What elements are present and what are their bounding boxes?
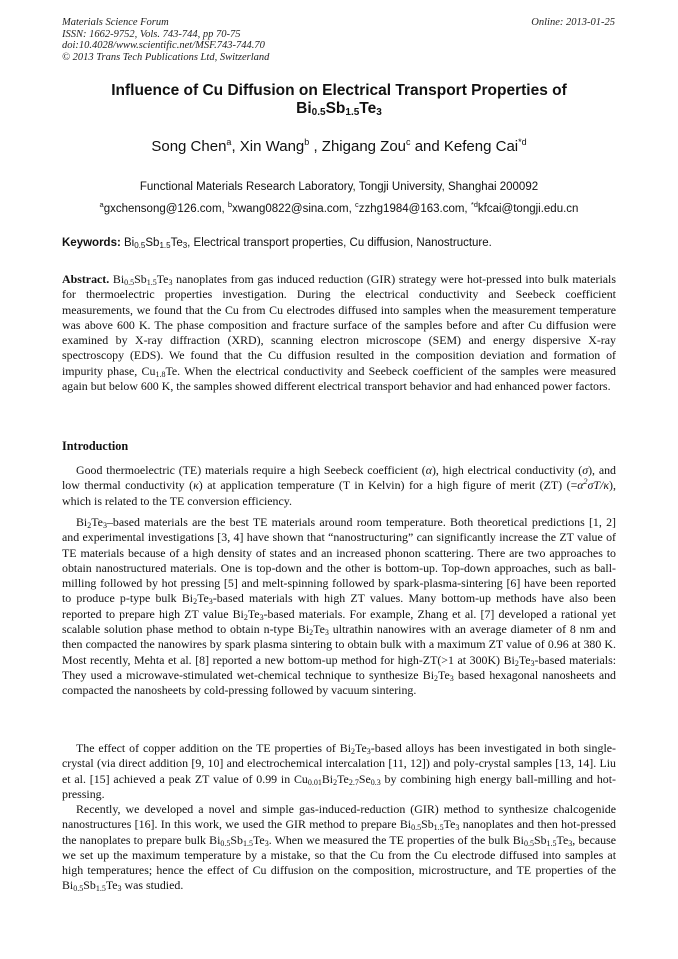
intro-paragraph-2: $Bi_2Te_3$–based materials are the best TE materials around room temperature. Both theoretical predictions [1, 2] and experimental investigations [3, 4] have shown that “nanostructuring” can significantly increase the ZT value of TE materials because of a high density of states and an increased phonon scattering. There are two approaches to obtain nanostructured materials. One is top-down and the other is bottom-up. Top-down approaches, such as ball-milling followed by hot pressing [5] and melt-spinning followed by spark-plasma-sintering [6] have been reported to produce p-type bulk $Bi_2Te_3$-based materials with high ZT values. Many bottom-up methods have also been reported to prepare high ZT value $Bi_2Te_3$-based materials. For example, Zhang et al. [7] developed a rational yet scalable solution phase method to obtain n-type $Bi_2Te_3$ ultrathin nanowires with an average diameter of 8 nm and then compacted the nanowires by spark plasma sintering to obtain bulk with a maximum ZT value of 0.96 at 380 K. Most recently, Mehta et al. [8] reported a new bottom-up method for high-ZT(>1 at 300K) $Bi_2Te_3$-based materials: They used a microwave-stimulated wet-chemical technique to synthesize $Bi_2Te_3$ based hexagonal nanosheets and compacted the nanosheets by cold-pressing followed by vacuum sintering. <box>62 515 617 698</box>
abstract-label: Abstract. <box>62 272 110 286</box>
intro-paragraph-1: Good thermoelectric (TE) materials require a high Seebeck coefficient (α), high electrical conductivity (σ), and low thermal conductivity (κ) at application temperature (T in Kelvin) for a high figure of merit (ZT) $(=\alpha^2\sigma T/\kappa)$, which is related to the TE conversion efficiency. <box>62 463 617 508</box>
intro-paragraph-4: Recently, we developed a novel and simple gas-induced-reduction (GIR) method to synthesize chalcogenide nanostructures [16]. In this work, we used the GIR method to prepare $Bi_{0.5}Sb_{1.5}Te_3$ nanoplates and then hot-pressed the nanoplates to prepare bulk $Bi_{0.5}Sb_{1.5}Te_3$. When we measured the TE properties of the bulk $Bi_{0.5}Sb_{1.5}Te_3$, because we set up the maximum temperature by a mistake, so that the Cu from the Cu electrode diffused into samples at high temperatures; hence the effect of Cu diffusion on the composition, microstructure, and TE properties of the $Bi_{0.5}Sb_{1.5}Te_3$ was studied. <box>62 802 616 894</box>
section-heading-introduction: Introduction <box>62 439 129 453</box>
doi-line: doi:10.4028/www.scientific.net/MSF.743-744.70 <box>62 40 265 51</box>
email[interactable]: $^b$xwang0822@sina.com <box>227 200 349 215</box>
paper-title-formula: $Bi_{0.5}Sb_{1.5}Te_3$ <box>296 100 382 118</box>
author: Zhigang Zou$^c$ <box>321 137 411 155</box>
author: Song Chen$^a$ <box>151 137 232 155</box>
journal-header <box>62 17 269 63</box>
intro-paragraph-3: The effect of copper addition on the TE properties of $Bi_2Te_3$-based alloys has been investigated in both single-crystal (via direct addition [9, 10] and electrochemical intercalation [11, 12]) and poly-crystal samples [13, 14]. Liu et al. [15] achieved a peak ZT value of 0.99 in $Cu_{0.01}Bi_2Te_{2.7}Se_{0.3}$ by combining high energy ball-milling and hot-pressing. <box>62 741 616 801</box>
journal-name: Materials Science Forum <box>62 17 169 28</box>
paper-title-line1: Influence of Cu Diffusion on Electrical Transport Properties of <box>111 82 567 99</box>
keywords: Keywords: $Bi_{0.5}Sb_{1.5}Te_3$, Electrical transport properties, Cu diffusion, Nanostructure. <box>62 237 492 250</box>
email[interactable]: $^{*d}$kfcai@tongji.edu.cn <box>470 200 579 215</box>
keywords-label: Keywords: <box>62 237 121 249</box>
author: Kefeng Cai$^{*d}$ <box>443 137 527 155</box>
affiliation: Functional Materials Research Laboratory, Tongji University, Shanghai 200092 <box>139 181 539 193</box>
online-date: Online: 2013-01-25 <box>531 17 615 28</box>
email[interactable]: $^a$gxchensong@126.com <box>99 200 222 215</box>
abstract: Abstract. $Bi_{0.5}Sb_{1.5}Te_3$ nanoplates from gas induced reduction (GIR) strategy were hot-pressed into bulk materials for thermoelectric properties investigation. During the electrical conductivity and Seebeck coefficient measurements, we found that the Cu from Cu electrodes diffused into samples when the measurement temperature was above 600 K. The phase composition and fracture surface of the samples before and after Cu diffusion were examined by X-ray diffraction (XRD), scanning electron microscope (SEM) and energy dispersive X-ray spectroscopy (EDS). We found that the Cu diffusion resulted in the composition deviation and formation of impurity phase, $Cu_{1.8}Te$. When the electrical conductivity and Seebeck coefficient of the samples were measured again but below 600 K, the samples showed different electrical transport behavior and had enhanced power factors. <box>62 272 616 394</box>
issn-line: ISSN: 1662-9752, Vols. 743-744, pp 70-75 <box>62 28 241 40</box>
copyright-line: © 2013 Trans Tech Publications Ltd, Switzerland <box>62 51 270 63</box>
email-list: $^a$gxchensong@126.com, $^b$xwang0822@sina.com, $^c$zzhg1984@163.com, $^{*d}$kfcai@tongji.edu.cn <box>99 200 579 215</box>
author: Xin Wang$^b$ <box>239 137 310 155</box>
author-list: Song Chen$^a$, Xin Wang$^b$ , Zhigang Zou$^c$ and Kefeng Cai$^{*d}$ <box>151 137 527 155</box>
email[interactable]: $^c$zzhg1984@163.com <box>355 200 465 215</box>
